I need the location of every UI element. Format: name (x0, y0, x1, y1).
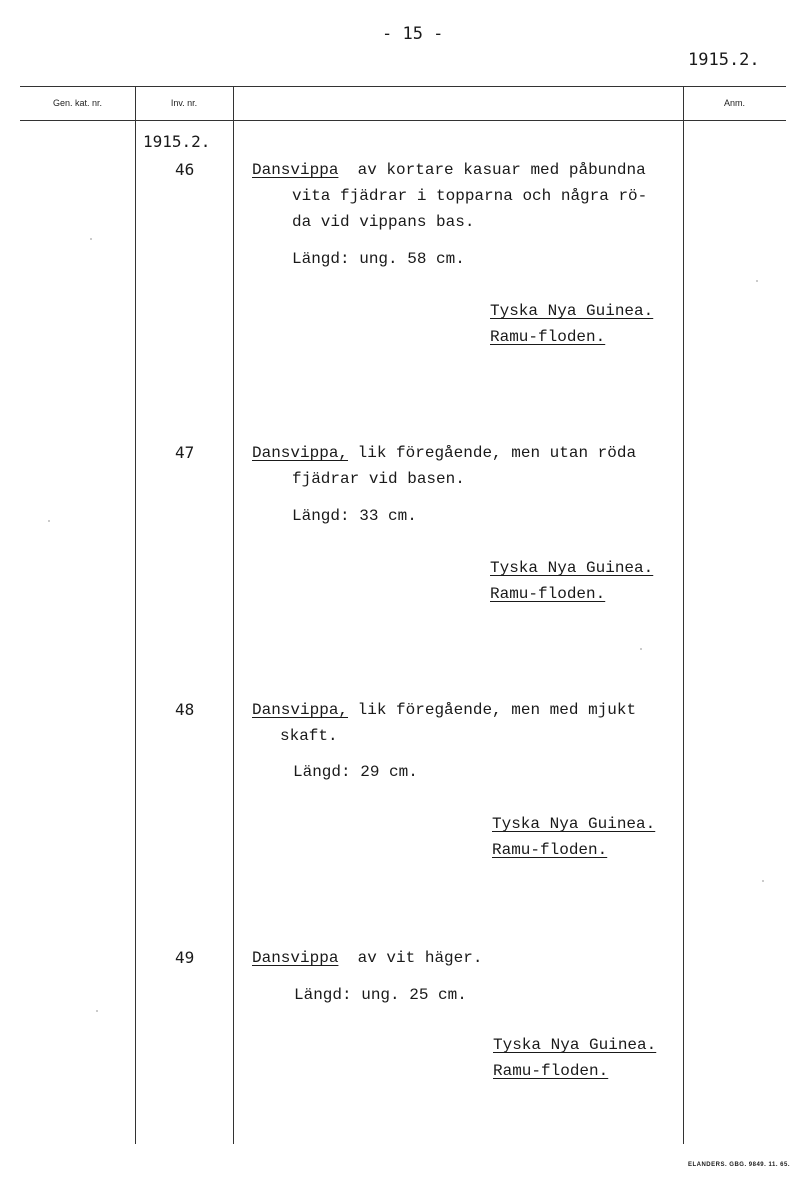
entry-length: Längd: 33 cm. (292, 507, 417, 525)
entry-desc-line: fjädrar vid basen. (292, 470, 465, 488)
scan-speck (762, 880, 764, 882)
entry-title: Dansvippa (252, 949, 339, 967)
entry-desc-line: lik föregående, men med mjukt (357, 701, 637, 719)
entry-river: Ramu-floden. (492, 841, 608, 859)
entry-title: Dansvippa (252, 161, 339, 179)
entry-desc-line: av kortare kasuar med påbundna (357, 161, 646, 179)
column-divider-1 (135, 86, 136, 1144)
entry-river: Ramu-floden. (490, 328, 606, 346)
header-inv-nr: Inv. nr. (170, 98, 198, 108)
entry-desc-line: lik föregående, men utan röda (357, 444, 637, 462)
scan-speck (640, 648, 642, 650)
printer-footer: ELANDERS. GBG. 9849. 11. 65. (687, 1162, 790, 1168)
entry-number: 46 (175, 160, 195, 179)
entry-desc-line: da vid vippans bas. (292, 213, 475, 231)
entry-length: Längd: 29 cm. (293, 763, 418, 781)
entry-length: Längd: ung. 58 cm. (292, 250, 465, 268)
column-divider-2 (233, 86, 234, 1144)
accession-number-column: 1915.2. (143, 132, 211, 151)
scan-speck (90, 238, 92, 240)
entry-desc-line: vita fjädrar i topparna och några rö- (292, 187, 648, 205)
entry-number: 49 (175, 948, 195, 967)
scan-speck (96, 1010, 98, 1012)
entry-desc-line: av vit häger. (357, 949, 483, 967)
entry-river: Ramu-floden. (493, 1062, 609, 1080)
header-gen-kat-nr: Gen. kat. nr. (52, 98, 103, 108)
entry-region: Tyska Nya Guinea. (493, 1036, 657, 1054)
entry-region: Tyska Nya Guinea. (492, 815, 656, 833)
column-divider-3 (683, 86, 684, 1144)
entry-number: 47 (175, 443, 195, 462)
scan-speck (48, 520, 50, 522)
entry-number: 48 (175, 700, 195, 719)
entry-title: Dansvippa, (252, 444, 349, 462)
entry-region: Tyska Nya Guinea. (490, 559, 654, 577)
page-number: - 15 - (382, 24, 444, 44)
entry-title: Dansvippa, (252, 701, 349, 719)
entry-river: Ramu-floden. (490, 585, 606, 603)
entry-length: Längd: ung. 25 cm. (294, 986, 467, 1004)
header-anm: Anm. (723, 98, 745, 108)
entry-region: Tyska Nya Guinea. (490, 302, 654, 320)
entry-desc-line: skaft. (280, 727, 338, 745)
accession-number-top: 1915.2. (688, 50, 760, 70)
scan-speck (756, 280, 758, 282)
